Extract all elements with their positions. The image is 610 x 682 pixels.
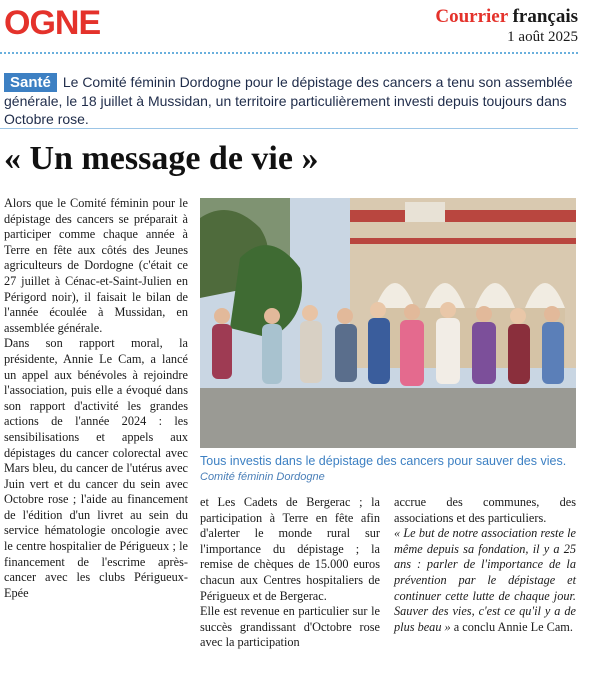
quote-attribution: a conclu Annie Le Cam. <box>450 619 573 634</box>
article-paragraph: et Les Cadets de Bergerac ; la participation à Terre en fête afin d'alerter le monde rural sur l'importance du dépistage ; la remise de chèques de 15.000 euros chacun aux Centres hospitaliers de Périgueux et de Bergerac. <box>200 495 380 603</box>
article-column-3 <box>394 495 576 635</box>
lead-text: Le Comité féminin Dordogne pour le dépistage des cancers a tenu son assemblée générale, le 18 juillet à Mussidan, un territoire particulièrement investi depuis toujours dans Octobre rose. <box>4 74 573 127</box>
lead-paragraph <box>4 73 574 128</box>
article-paragraph: Alors que le Comité féminin pour le dépistage des cancers se préparait à participer comme chaque année à Terre en fête aux côtés des Jeunes agriculteurs de Dordogne (c'était ce 27 juillet à Cénac-et-Saint-Julien en Périgord noir), il faisait le bilan de l'année écoulée à Mussidan, en assemblée générale. <box>4 196 188 335</box>
article-quote-paragraph <box>394 526 576 635</box>
article-paragraph: Dans son rapport moral, la présidente, Annie Le Cam, a lancé un appel aux bénévoles à rejoindre l'association, puis elle a évoqué dans son rapport d'activité les grandes actions de l'année 2024 : les sensibilisations et appels aux dépistages du cancer colorectal avec Mars bleu, du cancer de l'utérus avec Juin vert et du cancer du sein avec Octobre rose ; l'aide au financement de l'édition d'un livret au sein du service hématologie oncologie avec le centre hospitalier de Périgueux ; le financement de l'escrime après-cancer avec les clubs Périgueux-Epée <box>4 336 188 600</box>
section-name: OGNE <box>4 4 101 42</box>
photo-credit: Comité féminin Dordogne <box>200 471 325 483</box>
president-quote: « Le but de notre association reste le même depuis sa fondation, il y a 25 ans : parler de l'importance de la prévention par le dépistage et continuer cette lutte de chaque jour. Sauver des vies, c'est ce qu'il y a de plus beau » <box>394 526 576 634</box>
caption-text: Tous investis dans le dépistage des cancers pour sauver des vies. <box>200 454 567 468</box>
article-column-1 <box>4 196 188 601</box>
article-headline: « Un message de vie » <box>4 140 319 177</box>
divider-line <box>0 128 578 129</box>
photo-caption <box>200 454 576 485</box>
newspaper-name-part2: français <box>512 6 578 27</box>
group-photo-illustration <box>200 198 576 448</box>
article-paragraph: accrue des communes, des associations et des particuliers. <box>394 495 576 525</box>
issue-date: 1 août 2025 <box>507 29 578 45</box>
article-column-2 <box>200 495 380 651</box>
group-photo <box>200 198 576 448</box>
newspaper-name <box>435 6 578 28</box>
rubric-tag: Santé <box>4 73 57 92</box>
masthead <box>0 0 610 52</box>
dotted-divider <box>0 52 578 57</box>
article-paragraph: Elle est revenue en particulier sur le succès grandissant d'Octobre rose avec la participation <box>200 604 380 650</box>
newspaper-name-part1: Courrier <box>435 6 508 27</box>
